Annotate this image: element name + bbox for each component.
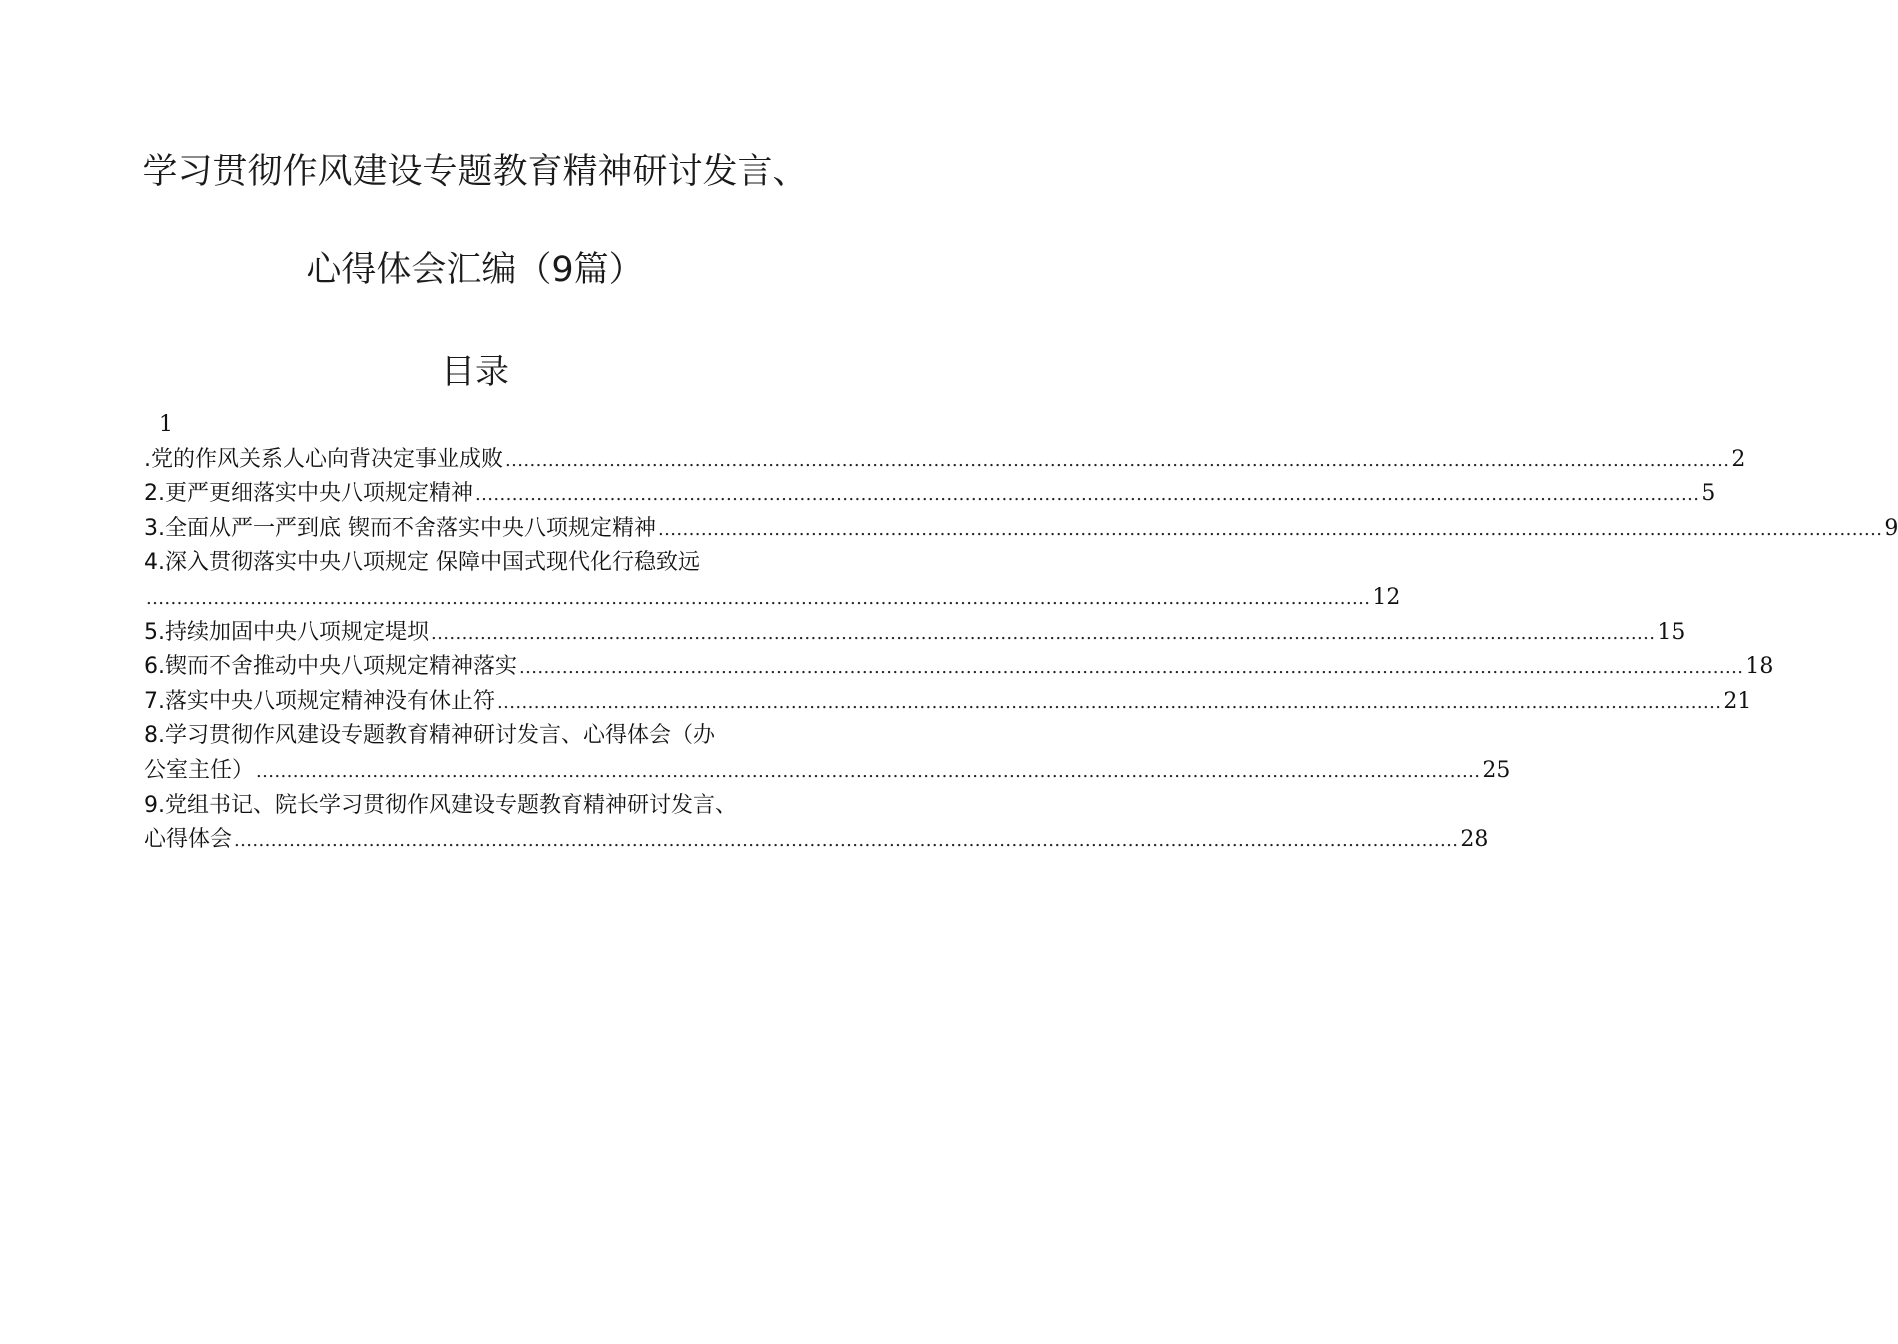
toc-entry-label-continued: 公室主任）: [144, 757, 255, 783]
toc-entry-page: 15: [1657, 619, 1686, 645]
toc-heading: 目录: [441, 352, 509, 392]
toc-leader-dots: ........................................................................................................................................................................................................: [146, 587, 1371, 609]
toc-entry-page: 5: [1701, 481, 1716, 507]
table-of-contents: [144, 408, 1898, 858]
toc-entry-page: 18: [1745, 654, 1774, 680]
toc-entry-label: 2.更严更细落实中央八项规定精神: [144, 481, 473, 507]
toc-entry-page: 2: [1731, 446, 1746, 472]
toc-entry-page: 21: [1723, 688, 1752, 714]
toc-entry-label: 4.深入贯彻落实中央八项规定 保障中国式现代化行稳致远: [144, 550, 700, 576]
toc-entry-8-line-1[interactable]: [144, 719, 807, 754]
toc-entry-page: 28: [1460, 827, 1489, 853]
toc-entry-9-line-1[interactable]: [144, 789, 807, 824]
toc-entry-page: 25: [1482, 757, 1511, 783]
toc-entry-6[interactable]: [144, 650, 1774, 685]
toc-leader-dots: ........................................................................................................................................................................................................: [256, 760, 1481, 782]
toc-entry-5[interactable]: [144, 616, 1686, 651]
toc-entry-3[interactable]: [144, 512, 1898, 547]
toc-entry-8-line-2[interactable]: [144, 754, 1511, 789]
toc-leader-dots: ........................................................................................................................................................................................................: [658, 518, 1883, 540]
toc-entry-label-continued: 心得体会: [144, 827, 233, 853]
toc-entry-label: 7.落实中央八项规定精神没有休止符: [144, 688, 495, 714]
toc-leader-dots: ........................................................................................................................................................................................................: [519, 657, 1744, 679]
toc-leader-dots: ........................................................................................................................................................................................................: [497, 691, 1722, 713]
toc-leader-dots: ........................................................................................................................................................................................................: [475, 484, 1700, 506]
toc-entry-label: 3.全面从严一严到底 锲而不舍落实中央八项规定精神: [144, 515, 656, 541]
toc-leader-dots: ........................................................................................................................................................................................................: [505, 449, 1730, 471]
toc-entry-label: 5.持续加固中央八项规定堤坝: [144, 619, 429, 645]
toc-entry-7[interactable]: [144, 685, 1752, 720]
toc-entry-1-number: 1: [159, 412, 173, 437]
toc-entry-4-line-1[interactable]: [144, 546, 807, 581]
toc-entry-1[interactable]: [144, 443, 1746, 478]
toc-leader-dots: ........................................................................................................................................................................................................: [234, 830, 1459, 852]
toc-leader-dots: ........................................................................................................................................................................................................: [431, 622, 1656, 644]
toc-entry-label: 8.学习贯彻作风建设专题教育精神研讨发言、心得体会（办: [144, 723, 715, 749]
toc-entry-4-line-2[interactable]: [144, 581, 1401, 616]
document-title-line-1: 学习贯彻作风建设专题教育精神研讨发言、: [142, 152, 808, 192]
toc-entry-label: 6.锲而不舍推动中央八项规定精神落实: [144, 654, 517, 680]
toc-entry-page: 12: [1372, 584, 1401, 610]
toc-entry-page: 9: [1884, 515, 1898, 541]
toc-entry-label: 9.党组书记、院长学习贯彻作风建设专题教育精神研讨发言、: [144, 792, 737, 818]
toc-entry-label: .党的作风关系人心向背决定事业成败: [144, 446, 503, 472]
toc-entry-2[interactable]: [144, 477, 1716, 512]
toc-entry-9-line-2[interactable]: [144, 823, 1489, 858]
document-title-line-2: 心得体会汇编（9篇）: [306, 250, 644, 290]
